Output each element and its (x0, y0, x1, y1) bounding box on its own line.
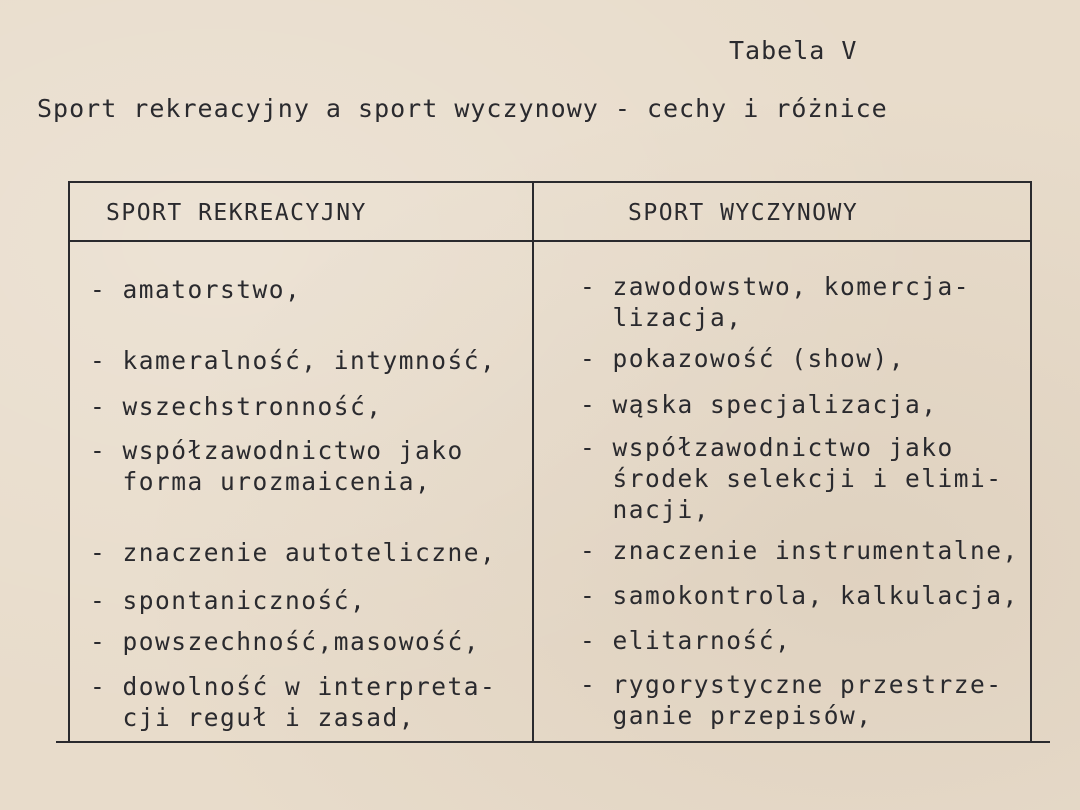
right-item-self-control: - samokontrola, kalkulacja, (580, 581, 1019, 610)
right-item-selection: - współzawodnictwo jako środek selekcji i elimi- nacji, (580, 433, 1003, 524)
right-item-show: - pokazowość (show), (580, 344, 906, 373)
right-item-specialization: - wąska specjalizacja, (580, 390, 938, 419)
column-header-competitive: SPORT WYCZYNOWY (628, 200, 859, 226)
left-item-intimacy: - kameralność, intymność, (90, 346, 497, 375)
right-item-elitism: - elitarność, (580, 626, 792, 655)
right-item-professionalism: - zawodowstwo, komercja- lizacja, (580, 272, 971, 332)
left-item-spontaneity: - spontaniczność, (90, 586, 367, 615)
left-item-rule-freedom: - dowolność w interpreta- cji reguł i zasad, (90, 672, 497, 732)
page-title: Sport rekreacyjny a sport wyczynowy - cechy i różnice (37, 94, 888, 123)
column-divider (532, 181, 534, 743)
left-item-universality: - powszechność,masowość, (90, 627, 481, 656)
bottom-rule (56, 741, 1050, 743)
right-item-rule-strictness: - rygorystyczne przestrze- ganie przepisów, (580, 670, 1003, 730)
right-item-instrumental: - znaczenie instrumentalne, (580, 536, 1019, 565)
column-header-recreational: SPORT REKREACYJNY (106, 200, 367, 226)
left-item-amateurism: - amatorstwo, (90, 275, 302, 304)
left-item-competition: - współzawodnictwo jako forma urozmaicenia, (90, 436, 464, 496)
left-item-autotelic: - znaczenie autoteliczne, (90, 538, 497, 567)
header-rule (68, 240, 1032, 242)
table-label: Tabela V (729, 36, 858, 65)
left-item-versatility: - wszechstronność, (90, 392, 383, 421)
